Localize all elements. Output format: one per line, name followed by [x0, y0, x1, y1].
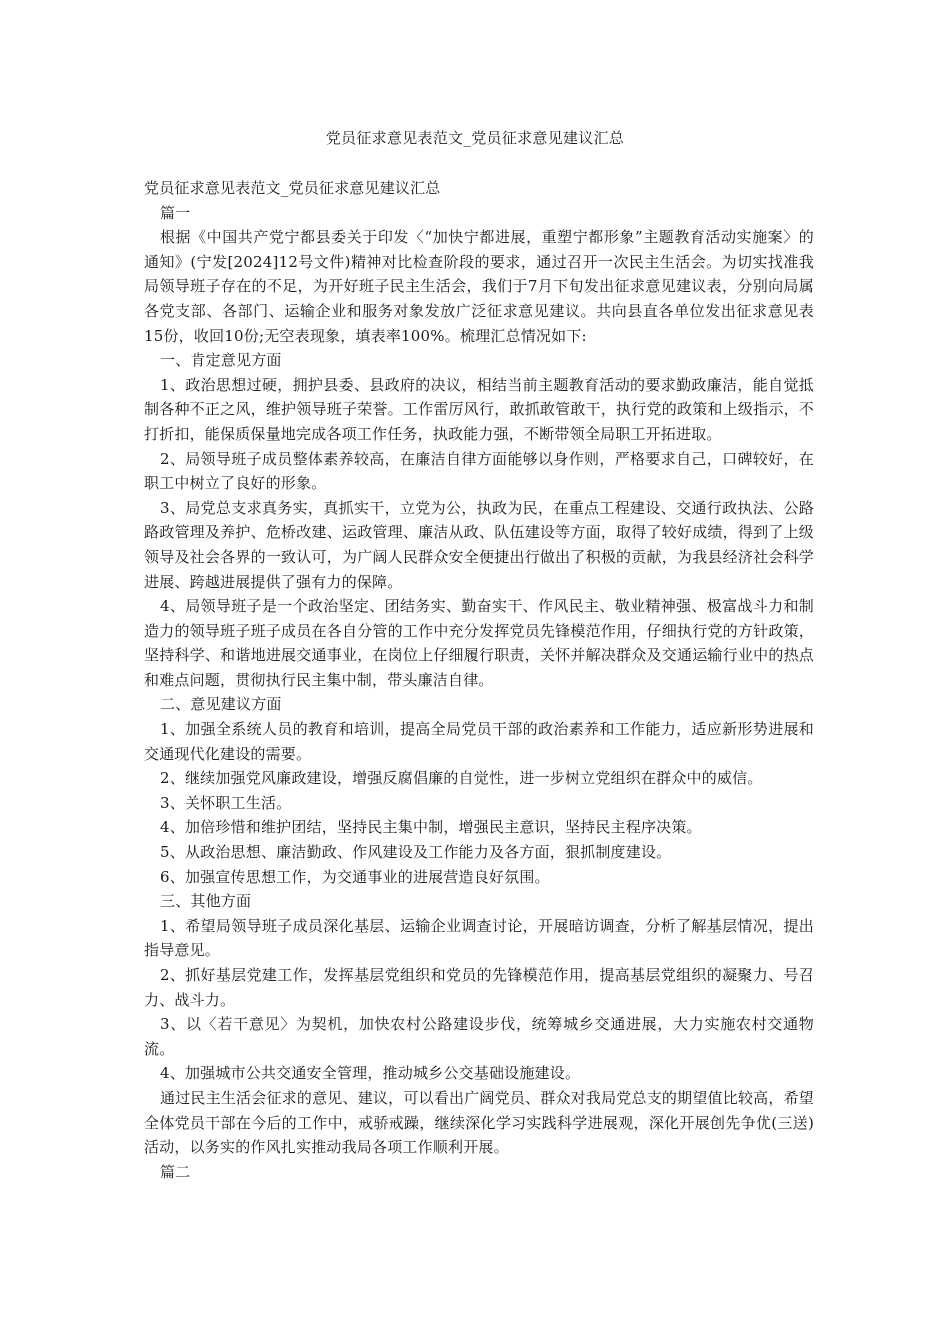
paragraph: 2、继续加强党风廉政建设，增强反腐倡廉的自觉性，进一步树立党组织在群众中的威信。	[160, 769, 763, 788]
paragraph: 6、加强宣传思想工作，为交通事业的进展营造良好氛围。	[160, 867, 550, 886]
paragraph: 1、加强全系统人员的教育和培训，提高全局党员干部的政治素养和工作能力，适应新形势进展和交通现代化建设的需要。	[144, 720, 814, 763]
document-subtitle: 党员征求意见表范文_党员征求意见建议汇总	[144, 179, 441, 197]
section-label: 篇二	[160, 1162, 191, 1181]
document-body	[144, 176, 814, 1184]
paragraph: 5、从政治思想、廉洁勤政、作风建设及工作能力及各方面，狠抓制度建设。	[160, 843, 672, 862]
section-label: 篇一	[160, 203, 191, 222]
paragraph: 3、关怀职工生活。	[160, 793, 292, 812]
paragraph: 1、政治思想过硬，拥护县委、县政府的决议，相结当前主题教育活动的要求勤政廉洁，能自觉抵制各种不正之风，维护领导班子荣誉。工作雷厉风行，敢抓敢管敢干，执行党的政策和上级指示，不打折扣，能保质保量地完成各项工作任务，执政能力强，不断带领全局职工开拓进取。	[144, 375, 814, 443]
paragraph: 2、局领导班子成员整体素养较高，在廉洁自律方面能够以身作则，严格要求自己，口碑较好，在职工中树立了良好的形象。	[144, 449, 814, 493]
section-heading: 一、肯定意见方面	[160, 351, 282, 370]
section-heading: 二、意见建议方面	[160, 695, 282, 714]
paragraph: 4、加倍珍惜和维护团结，坚持民主集中制，增强民主意识，坚持民主程序决策。	[160, 818, 702, 837]
paragraph: 根据《中国共产党宁都县委关于印发〈“加快宁都进展，重塑宁都形象”主题教育活动实施案〉的通知》(宁发[2024]12号文件)精神对比检查阶段的要求，通过召开一次民主生活会。为切实找准我局领导班子存在的不足，为开好班子民主生活会，我们于7月下旬发出征求意见建议表，分别向局属各党支部、各部门、运输企业和服务对象发放广泛征求意见建议。共向县直各单位发出征求意见表15份，收回10份;无空表现象，填表率100%。梳理汇总情况如下:	[144, 228, 814, 345]
paragraph: 4、加强城市公共交通安全管理，推动城乡公交基础设施建设。	[160, 1064, 581, 1083]
paragraph: 3、以〈若干意见〉为契机，加快农村公路建设步伐，统筹城乡交通进展，大力实施农村交通物流。	[144, 1015, 814, 1058]
paragraph: 1、希望局领导班子成员深化基层、运输企业调查讨论，开展暗访调查，分析了解基层情况，提出指导意见。	[144, 916, 814, 960]
paragraph: 4、局领导班子是一个政治坚定、团结务实、勤奋实干、作风民主、敬业精神强、极富战斗力和制造力的领导班子班子成员在各自分管的工作中充分发挥党员先锋模范作用，仔细执行党的方针政策，坚持科学、和谐地进展交通事业，在岗位上仔细履行职责，关怀并解决群众及交通运输行业中的热点和难点问题，贯彻执行民主集中制，带头廉洁自律。	[144, 597, 814, 689]
paragraph: 通过民主生活会征求的意见、建议，可以看出广阔党员、群众对我局党总支的期望值比较高，希望全体党员干部在今后的工作中，戒骄戒躁，继续深化学习实践科学进展观，深化开展创先争优(三送)活动，以务实的作风扎实推动我局各项工作顺利开展。	[144, 1088, 814, 1157]
document-title: 党员征求意见表范文_党员征求意见建议汇总	[325, 129, 625, 147]
paragraph: 3、局党总支求真务实，真抓实干，立党为公，执政为民，在重点工程建设、交通行政执法、公路路政管理及养护、危桥改建、运政管理、廉洁从政、队伍建设等方面，取得了较好成绩，得到了上级领导及社会各界的一致认可，为广阔人民群众安全便捷出行做出了积极的贡献，为我县经济社会科学进展、跨越进展提供了强有力的保障。	[144, 498, 814, 591]
section-heading: 三、其他方面	[160, 892, 252, 911]
paragraph: 2、抓好基层党建工作，发挥基层党组织和党员的先锋模范作用，提高基层党组织的凝聚力、号召力、战斗力。	[144, 966, 814, 1009]
